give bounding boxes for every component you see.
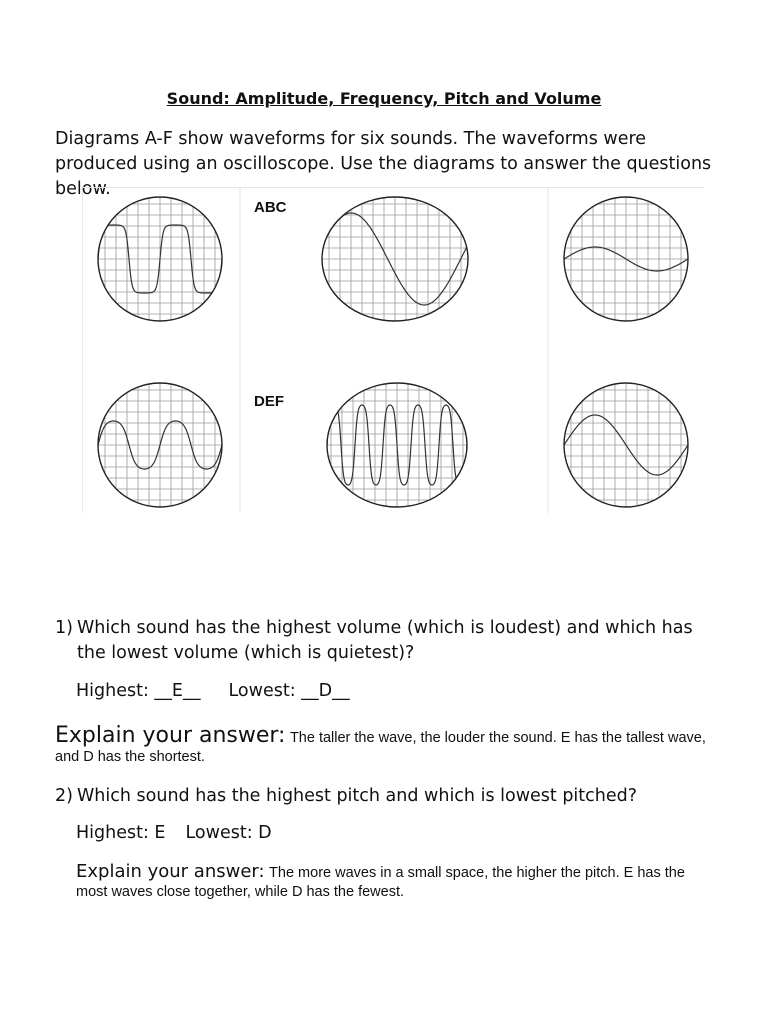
q1-lowest-answer: Lowest: __D__ [228, 681, 350, 701]
question-2-number: 2) [55, 786, 73, 806]
oscilloscope-f [562, 381, 690, 509]
scope-grid [562, 195, 690, 323]
question-2-answers [76, 823, 272, 843]
q2-highest-answer: Highest: E [76, 823, 166, 843]
q1-explain-text: The taller the wave, the louder the sound. E has the tallest wave, and D has the shortest. [55, 730, 706, 765]
question-2-explanation [76, 861, 716, 902]
scope-grid [562, 381, 690, 509]
question-1-number: 1) [55, 618, 73, 638]
q1-highest-answer: Highest: __E__ [76, 681, 201, 701]
row-label-abc: ABC [254, 199, 287, 216]
intro-paragraph: Diagrams A-F show waveforms for six sounds. The waveforms were produced using an oscilloscope. Use the diagrams to answer the questions below. [55, 129, 712, 199]
scope-grid [96, 195, 224, 323]
q2-explain-text: The more waves in a small space, the higher the pitch. E has the most waves close together, while D has the fewest. [76, 865, 685, 900]
question-1 [55, 616, 715, 666]
worksheet-title: Sound: Amplitude, Frequency, Pitch and Volume [166, 89, 602, 108]
scope-grid [325, 381, 470, 509]
q1-explain-label: Explain your answer: [55, 723, 286, 748]
oscilloscope-b [320, 195, 470, 323]
oscilloscope-a [96, 195, 224, 323]
scope-grid [96, 381, 224, 509]
question-1-text: Which sound has the highest volume (which is loudest) and which has the lowest volume (which is quietest)? [77, 618, 693, 663]
q2-explain-label: Explain your answer: [76, 861, 265, 882]
question-2-text: Which sound has the highest pitch and which is lowest pitched? [77, 786, 638, 806]
row-label-def: DEF [254, 393, 284, 410]
question-1-explanation [55, 723, 715, 767]
oscilloscope-e [325, 381, 470, 509]
q2-lowest-answer: Lowest: D [185, 823, 272, 843]
scope-grid [320, 195, 470, 323]
waveform-figure [82, 187, 704, 513]
question-2 [55, 784, 715, 809]
question-1-answers [76, 681, 350, 701]
oscilloscope-c [562, 195, 690, 323]
oscilloscope-d [96, 381, 224, 509]
